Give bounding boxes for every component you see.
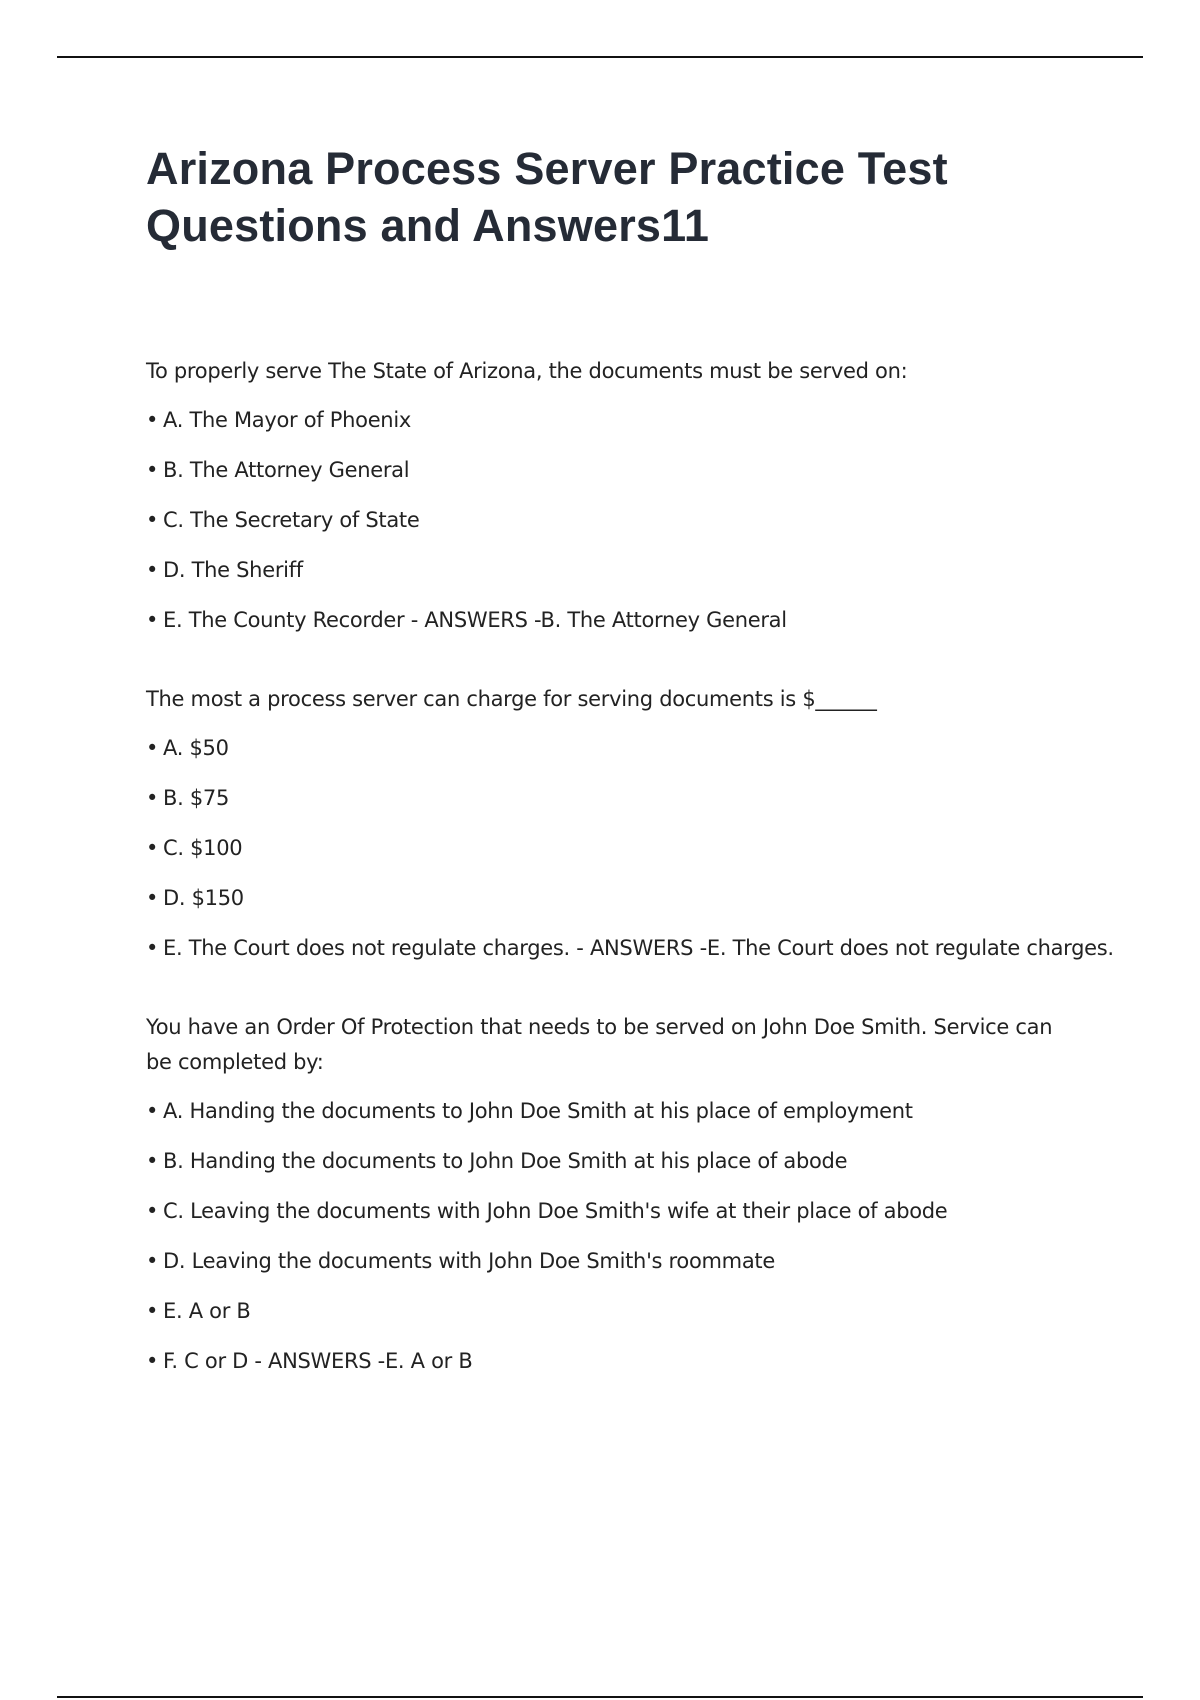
option-item [146, 1294, 1076, 1329]
option-label: B. $75 [163, 786, 230, 810]
option-label: E. The Court does not regulate charges. - ANSWERS -E. The Court does not regulate charges. [163, 936, 1114, 960]
question-2 [146, 682, 1114, 966]
option-item [146, 603, 1076, 638]
question-text: The most a process server can charge for serving documents is $______ [146, 687, 877, 711]
option-label: C. Leaving the documents with John Doe Smith's wife at their place of abode [163, 1199, 948, 1223]
option-list [146, 403, 1076, 638]
option-label: E. The County Recorder - ANSWERS -B. The Attorney General [163, 608, 787, 632]
option-item [146, 403, 1076, 438]
bullet-icon: • [146, 1199, 159, 1223]
bullet-icon: • [146, 1149, 159, 1173]
option-item [146, 1094, 1076, 1129]
option-item [146, 931, 1114, 966]
bullet-icon: • [146, 1099, 159, 1123]
option-label: A. The Mayor of Phoenix [163, 408, 411, 432]
bullet-icon: • [146, 508, 159, 532]
bullet-icon: • [146, 408, 159, 432]
bullet-icon: • [146, 736, 159, 760]
option-item [146, 1194, 1076, 1229]
option-item [146, 453, 1076, 488]
header-rule [57, 56, 1143, 58]
bullet-icon: • [146, 558, 159, 582]
bullet-icon: • [146, 886, 159, 910]
option-item [146, 1244, 1076, 1279]
option-label: E. A or B [163, 1299, 251, 1323]
option-item [146, 553, 1076, 588]
question-text: You have an Order Of Protection that needs to be served on John Doe Smith. Service can be completed by: [146, 1015, 1053, 1074]
bullet-icon: • [146, 936, 159, 960]
option-label: D. Leaving the documents with John Doe Smith's roommate [163, 1249, 775, 1273]
bullet-icon: • [146, 836, 159, 860]
option-label: A. Handing the documents to John Doe Smith at his place of employment [163, 1099, 913, 1123]
option-label: B. Handing the documents to John Doe Smith at his place of abode [163, 1149, 848, 1173]
option-item [146, 881, 1076, 916]
question-1 [146, 354, 1076, 638]
option-item [146, 1144, 1076, 1179]
option-list [146, 731, 1114, 966]
option-item [146, 781, 1076, 816]
bullet-icon: • [146, 608, 159, 632]
footer-rule [57, 1696, 1143, 1698]
option-item [146, 503, 1076, 538]
option-label: C. The Secretary of State [163, 508, 420, 532]
option-item [146, 831, 1076, 866]
option-label: C. $100 [163, 836, 243, 860]
option-label: F. C or D - ANSWERS -E. A or B [163, 1349, 473, 1373]
question-3 [146, 1010, 1076, 1379]
bullet-icon: • [146, 786, 159, 810]
document-body [146, 140, 1114, 1423]
question-list [146, 354, 1114, 1379]
option-list [146, 1094, 1076, 1379]
option-item [146, 731, 1076, 766]
option-item [146, 1344, 1076, 1379]
bullet-icon: • [146, 1299, 159, 1323]
option-label: D. The Sheriff [163, 558, 303, 582]
bullet-icon: • [146, 1349, 159, 1373]
option-label: D. $150 [163, 886, 244, 910]
bullet-icon: • [146, 458, 159, 482]
option-label: B. The Attorney General [163, 458, 410, 482]
question-text: To properly serve The State of Arizona, the documents must be served on: [146, 359, 908, 383]
bullet-icon: • [146, 1249, 159, 1273]
document-title: Arizona Process Server Practice Test Questions and Answers11 [146, 143, 948, 251]
option-label: A. $50 [163, 736, 229, 760]
